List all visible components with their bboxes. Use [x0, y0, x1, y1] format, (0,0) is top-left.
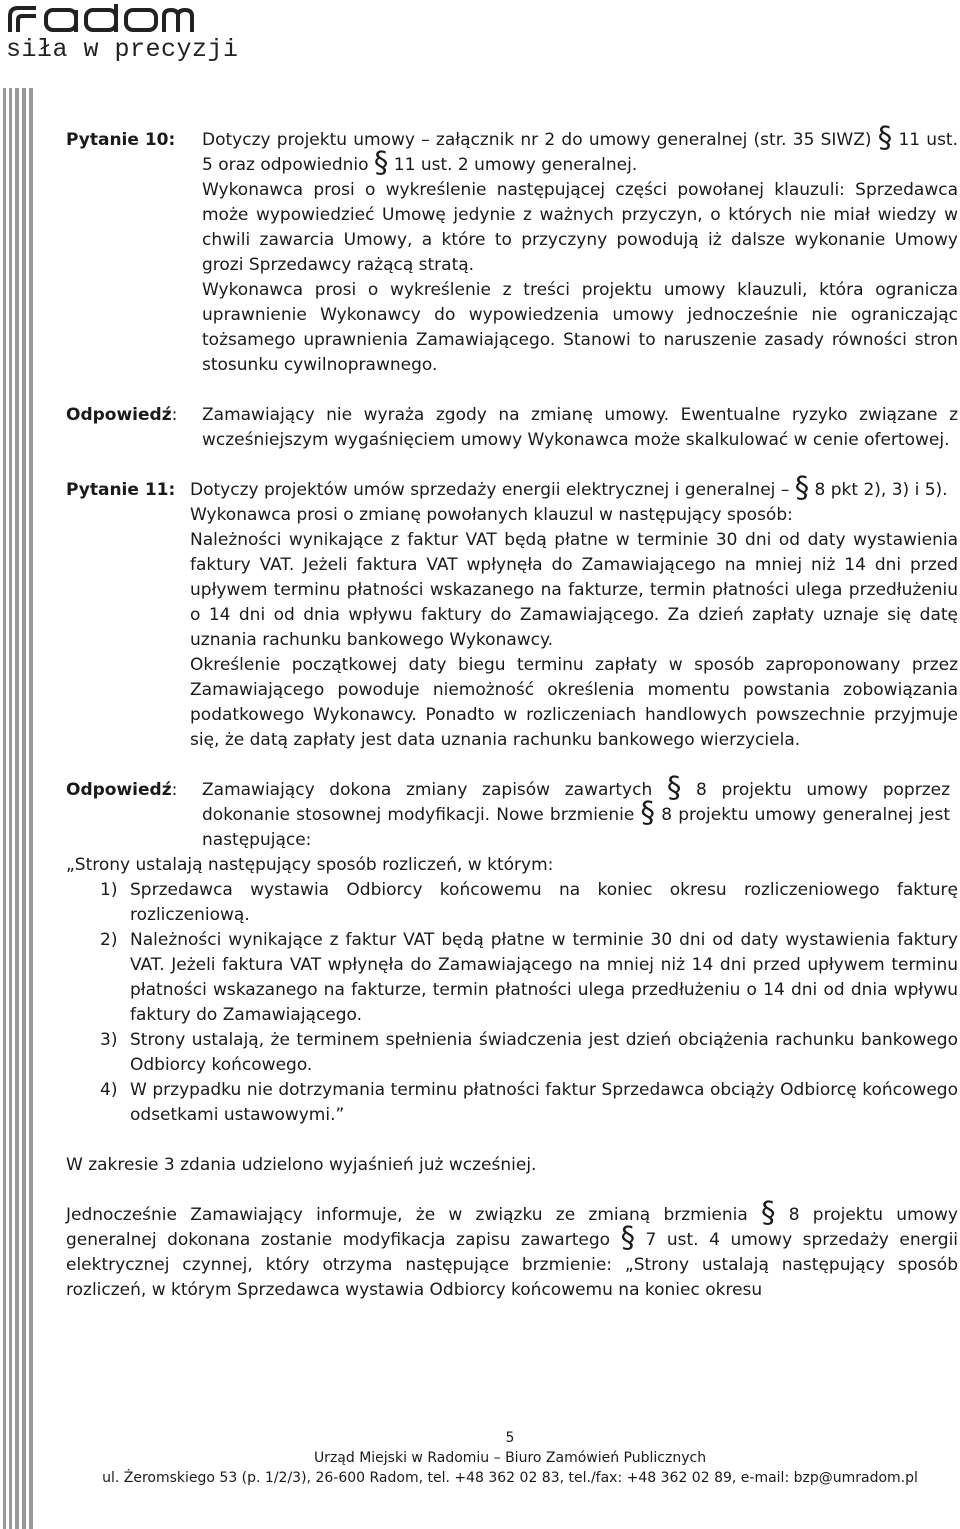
question-11-body [190, 470, 958, 753]
footer-office: Urząd Miejski w Radomiu – Biuro Zamówień Publicznych [313, 1450, 707, 1466]
answer-10 [66, 403, 958, 453]
answer-11 [66, 770, 958, 853]
question-11-intro: Dotyczy projektów umów sprzedaży energii elektrycznej i generalnej – § 8 pkt 2), 3) i 5). [190, 470, 948, 504]
answer-11-quote-intro: „Strony ustalają następujący sposób rozliczeń, w którym: [66, 855, 554, 875]
list-item: 4) W przypadku nie dotrzymania terminu płatności faktur Sprzedawca obciąży Odbiorcę końcowego odsetkami ustawowymi.” [100, 1080, 958, 1125]
answer-10-text: Zamawiający nie wyraża zgody na zmianę umowy. Ewentualne ryzyko związane z wcześniejszym wygaśnięciem umowy Wykonawca może skalkulować w cenie ofertowej. [202, 405, 958, 450]
list-item: 2) Należności wynikające z faktur VAT będą płatne w terminie 30 dni od daty wystawienia faktury VAT. Jeżeli faktura VAT wpłynęła do Zamawiającego na mniej niż 14 dni przed upływem terminu płatności wskazanego na fakturze, termin płatności ulega przedłużeniu o 14 dni od dnia wpływu faktury do Zamawiającego. [100, 930, 958, 1025]
list-item: 1) Sprzedawca wystawia Odbiorcy końcowemu na koniec okresu rozliczeniowego fakturę rozliczeniową. [100, 880, 958, 925]
answer-11-list [66, 878, 958, 1128]
question-11-paragraph: Należności wynikające z faktur VAT będą płatne w terminie 30 dni od daty wystawienia faktury VAT. Jeżeli faktura VAT wpłynęła do Zamawiającego na mniej niż 14 dni przed upływem terminu płatności wskazanego na fakturze, termin płatności ulega przedłużeniu o 14 dni od dnia wpływu faktury do Zamawiającego. Za dzień zapłaty uznaje się datę uznania rachunku bankowego Wykonawcy. [190, 530, 958, 650]
question-11-paragraph: Określenie początkowej daty biegu terminu zapłaty w sposób zaproponowany przez Zamawiającego powoduje niemożność określenia momentu powstania zobowiązania podatkowego Wykonawcy. Ponadto w rozliczeniach handlowych powszechnie przyjmuje się, że datą zapłaty jest data uznania rachunku bankowego wierzyciela. [190, 655, 958, 750]
question-10-paragraph: Wykonawca prosi o wykreślenie następującej części powołanej klauzuli: Sprzedawca może wypowiedzieć Umowę jedynie z ważnych przyczyn, o których nie miał wiedzy w chwili zawarcia Umowy, a które to przyczyny powodują iż dalsze wykonanie Umowy grozi Sprzedawcy rażącą stratą. [202, 180, 958, 275]
document-body [66, 120, 959, 1303]
list-item: 3) Strony ustalają, że terminem spełnienia świadczenia jest dzień obciążenia rachunku bankowego Odbiorcy końcowego. [100, 1030, 958, 1075]
logo [6, 4, 239, 66]
question-10-label: Pytanie 10: [66, 130, 176, 150]
answer-11-text: Zamawiający dokona zmiany zapisów zawartych § 8 projektu umowy poprzez dokonanie stosownej modyfikacji. Nowe brzmienie § 8 projektu umowy generalnej jest następujące: [202, 770, 951, 850]
question-10-intro: Dotyczy projektu umowy – załącznik nr 2 do umowy generalnej (str. 35 SIWZ) § 11 ust. 5 oraz odpowiednio § 11 ust. 2 umowy generalnej. [202, 120, 958, 179]
question-11-line: Wykonawca prosi o zmianę powołanych klauzul w następujący sposób: [190, 505, 793, 525]
question-11-label: Pytanie 11: [66, 480, 176, 500]
decorative-stripes [0, 88, 40, 1529]
final-paragraph: Jednocześnie Zamawiający informuje, że w związku ze zmianą brzmienia § 8 projektu umowy generalnej dokonana zostanie modyfikacja zapisu zawartego § 7 ust. 4 umowy sprzedaży energii elektrycznej czynnej, który otrzyma następujące brzmienie: „Strony ustalają następujący sposób rozliczeń, w którym Sprzedawca wystawia Odbiorcy końcowemu na koniec okresu [66, 1195, 959, 1300]
question-10-paragraph: Wykonawca prosi o wykreślenie z treści projektu umowy klauzuli, która ogranicza uprawnienie Wykonawcy do wypowiedzenia umowy jednocześnie nie ograniczając tożsamego uprawnienia Zamawiającego. Stanowi to naruszenie zasady równości stron stosunku cywilnoprawnego. [202, 280, 958, 375]
logo-tagline: siła w precyzji [6, 35, 239, 64]
question-10-body [202, 120, 958, 378]
question-10 [66, 120, 958, 378]
footer-address: ul. Żeromskiego 53 (p. 1/2/3), 26-600 Radom, tel. +48 362 02 83, tel./fax: +48 362 02 89, e-mail: bzp@umradom.pl [102, 1470, 918, 1486]
clarification-note: W zakresie 3 zdania udzielono wyjaśnień już wcześniej. [66, 1155, 537, 1175]
page-footer [60, 1428, 960, 1488]
page-number: 5 [505, 1430, 515, 1446]
answer-11-label: Odpowiedź: [66, 780, 178, 800]
logo-wordmark [6, 4, 198, 34]
answer-10-label: Odpowiedź: [66, 405, 178, 425]
question-11 [66, 470, 958, 753]
